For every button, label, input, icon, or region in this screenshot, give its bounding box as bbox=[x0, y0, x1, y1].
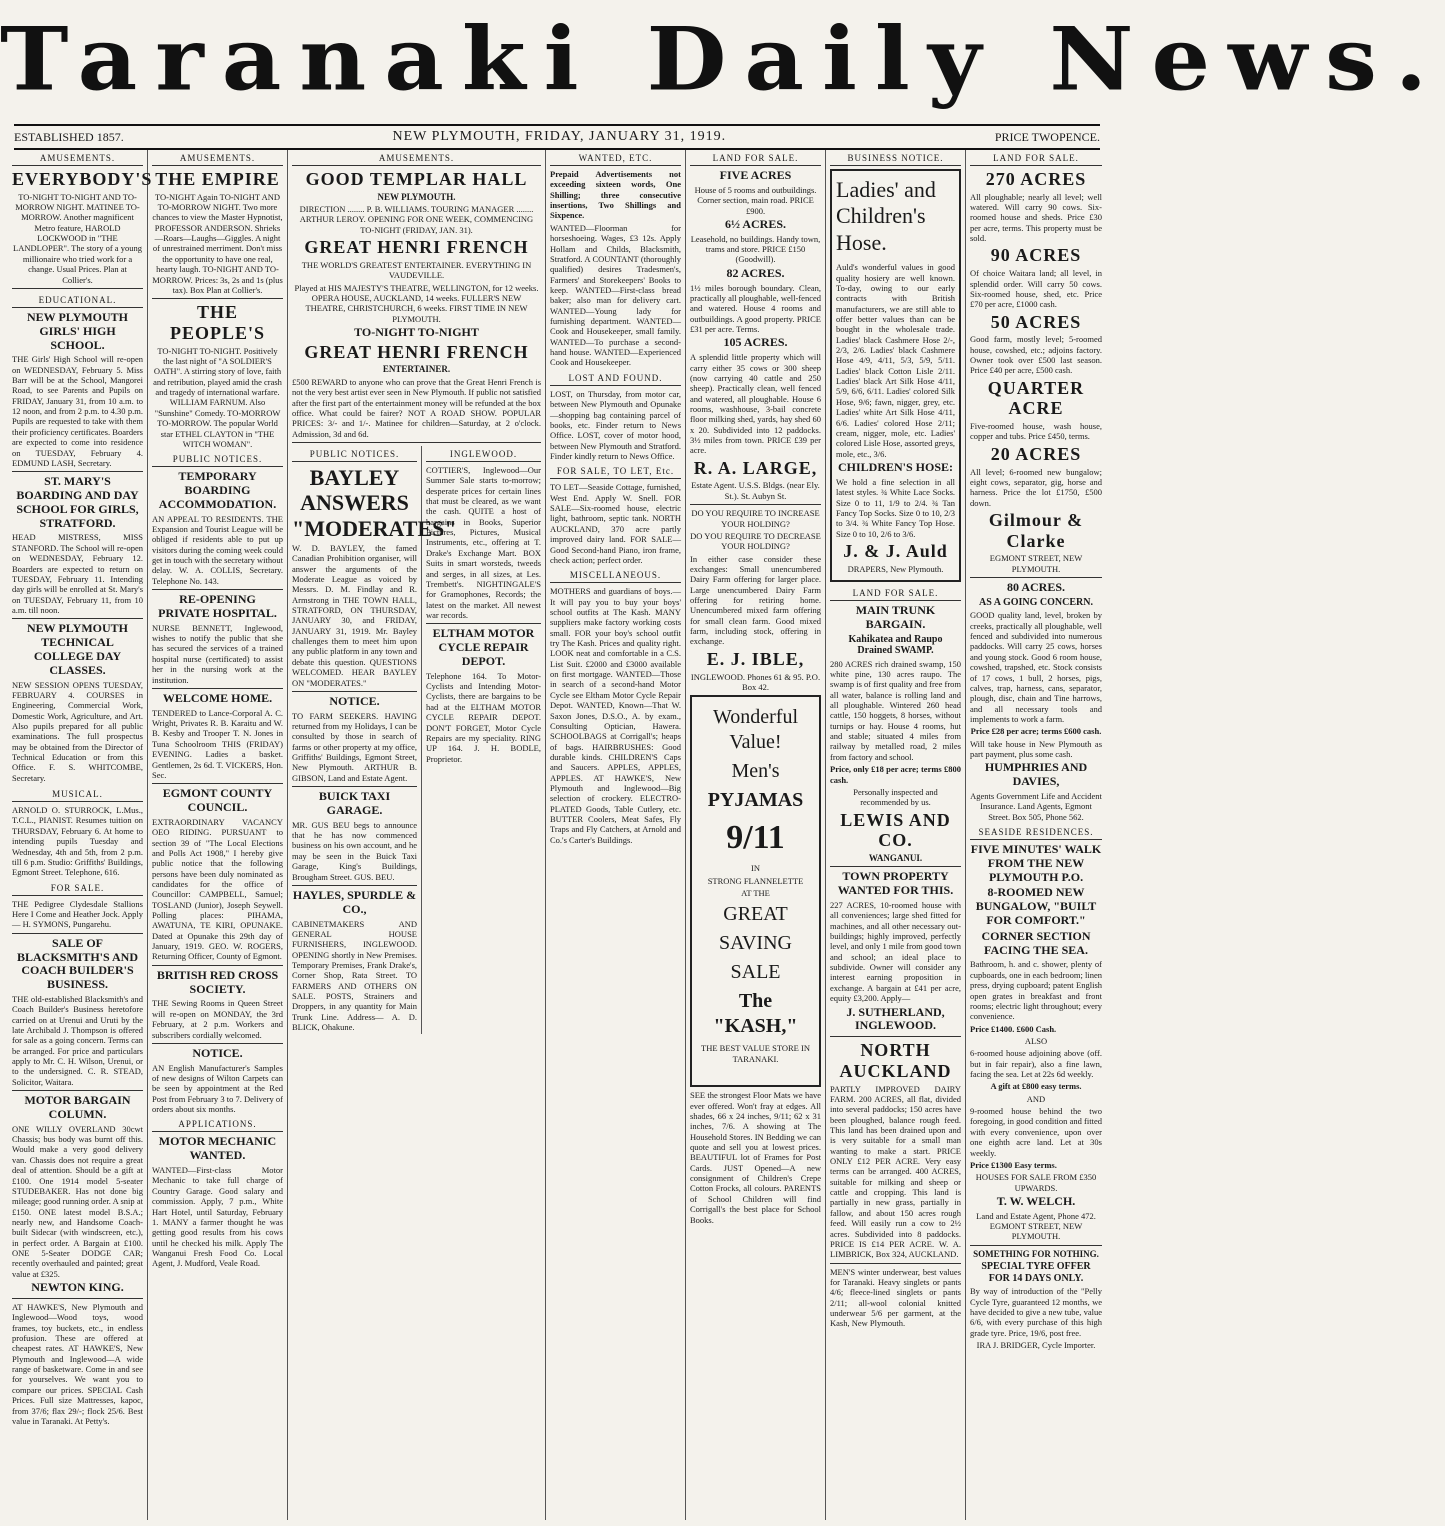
five-title: FIVE ACRES bbox=[719, 168, 792, 182]
everybodys-ad bbox=[12, 169, 153, 285]
eighty2-title: 82 ACRES. bbox=[726, 265, 785, 280]
kash-name: The "KASH," bbox=[713, 990, 798, 1038]
a90-title: 90 ACRES bbox=[990, 245, 1082, 266]
north-body: PARTLY IMPROVED DAIRY FARM. 200 ACRES, all flat, divided into several paddocks; 150 acres have been ploughed, balance rough feed. This land has been drained upon and is very suitable for a small man wanting to make a start. PRICE ONLY £12 PER ACRE. Very easy terms can be arranged. 400 ACRES, suitable for milking and sheep or cattle and cropping. This land is partially in new grass, partially in fallow, and about 150 acres rough feed. Will easily run a cow to 2½ acres. Subdivided into 8 paddocks. PRICE IS £14 PER ACRE. W. A. LIMBRICK, Box 324, AUCKLAND. bbox=[830, 1083, 961, 1260]
and-line: AND bbox=[1026, 1093, 1046, 1104]
ad-title: EVERYBODY'S bbox=[12, 169, 153, 189]
something-line: SOMETHING FOR NOTHING. bbox=[973, 1248, 1099, 1259]
motor-body: ONE WILLY OVERLAND 30cwt Chassis; bus body was burnt off this. Would make a very good delivery van. Chassis does not require a great deal of attention. Should be a gift at £100. One 1914 model 5-seater STUDEBAKER. Has not done big mileage; good running order. A snip at £150. ONE latest model B.S.A.; nearly new, and Handsome Coach-built Sidecar (with windscreen, etc.), in perfect order. A Bargain at £100. ONE 5-Seater DODGE CAR; recently overhauled and painted; great value at £325. bbox=[12, 1123, 143, 1279]
bungalow-body: Bathroom, h. and c. shower, plenty of cupboards, one in each bedroom; linen press, drying cupboard; patent English open grates in breakfast and front rooms; electric light throughout; every convenience. bbox=[970, 959, 1102, 1022]
a80-more: Will take house in New Plymouth as part payment, plus some cash. bbox=[970, 738, 1102, 760]
page-columns bbox=[8, 150, 1106, 1520]
sutherland-line: J. SUTHERLAND, INGLEWOOD. bbox=[846, 1004, 945, 1033]
kash-sub: THE BEST VALUE STORE IN TARANAKI. bbox=[701, 1043, 810, 1064]
humphries-title: HUMPHRIES AND DAVIES, bbox=[984, 760, 1088, 789]
price-note: PRICE TWOPENCE. bbox=[994, 129, 1100, 144]
gift-line: A gift at £800 easy terms. bbox=[990, 1081, 1082, 1092]
houses-line: HOUSES FOR SALE FROM £350 UPWARDS. bbox=[975, 1172, 1097, 1193]
peoples-body: TO-NIGHT TO-NIGHT. Positively the last night of "A SOLDIER'S OATH". A stirring story of love, faith and retribution, played amid the crash and tragedy of international warfare. WILLIAM FARNUM. Also "Sunshine" Comedy. TO-MORROW TO-MORROW. The popular World star ETHEL CLAYTON in "THE WITCH WOMAN". bbox=[153, 345, 282, 449]
five-body: House of 5 rooms and outbuildings. Corner section, main road. PRICE £900. bbox=[694, 184, 817, 216]
established-note: ESTABLISHED 1857. bbox=[14, 129, 124, 144]
in-line: IN bbox=[751, 863, 760, 874]
quarter-title: QUARTER ACRE bbox=[987, 377, 1085, 419]
french-body-2: £500 REWARD to anyone who can prove that the Great Henri French is not the very best artist ever seen in New Plymouth. If public not satisfied after the first part of the entertainment money will be refunded at the box office. What could be fairer? NOT A ROAD SHOW. POPULAR PRICES: 3/- and 1/-. Matinee for children—Saturday, at 2 o'clock. Admission, 3d and 6d. bbox=[292, 376, 541, 439]
column-header: LAND FOR SALE. bbox=[970, 150, 1102, 166]
saving-line: SAVING bbox=[719, 932, 792, 955]
section-header: FOR SALE. bbox=[12, 880, 143, 896]
bayley-body: W. D. BAYLEY, the famed Canadian Prohibition organiser, will answer the arguments of the Moderate League as voiced by Messrs. D. M. Findlay and R. Armstrong in THE TOWN HALL, STRATFORD, ON THURSDAY, JANUARY 30, and FRIDAY, JANUARY 31, 1919. Mr. Bayley challenges them to meet him upon any public platform in any town and debate this question. QUESTIONS WELCOMED. HEAR BAYLEY ON "MODERATES." bbox=[292, 542, 417, 688]
hose-ad bbox=[830, 169, 961, 582]
notice2-body: TO FARM SEEKERS. HAVING returned from my Holidays, I can be consulted by those in search of farms or other property at my office, Griffiths' Buildings, Egmont Street, New Plymouth. ARTHUR B. GIBSON, Land and Estate Agent. bbox=[292, 710, 417, 783]
taxi-title: BUICK TAXI GARAGE. bbox=[318, 789, 391, 817]
exchange-body: In either case consider these exchanges: Small unencumbered Dairy Farm offering for larger place. Large unencumbered Dairy Farm offering for retiring home. Unencumbered mixed farm offering for small clean farm. Good mixed farm, including stock, offering in exchange. bbox=[690, 553, 821, 647]
county-body: EXTRAORDINARY VACANCY OEO RIDING. PURSUANT to section 39 of "The Local Elections and Polls Act 1908," I hereby give public notice that the following persons have been duly nominated as candidates for the office of Councillor: CAMPBELL, Samuel; TOSLAND (Junior), Joseph Seywell. Polling places: PIHAMA, AWATUNA, TE KIRI, OPUNAKE. Dated at Opunake this 29th day of January, 1919. GEO. W. ROGERS, Returning Officer, County of Egmont. bbox=[152, 816, 283, 962]
column-header: LAND FOR SALE. bbox=[690, 150, 821, 166]
entertainer-label: ENTERTAINER. bbox=[382, 364, 451, 375]
a270-title: 270 ACRES bbox=[985, 169, 1087, 189]
redcross-title: BRITISH RED CROSS SOCIETY. bbox=[156, 967, 279, 996]
wonderful-line: Wonderful Value! bbox=[712, 706, 799, 754]
corner-line: CORNER SECTION FACING THE SEA. bbox=[981, 928, 1091, 957]
hospital-body: NURSE BENNETT, Inglewood, wishes to notify the public that she has secured the services of a trained hospital nurse (certificated) to assist her in the nursing work at the institution. bbox=[152, 622, 283, 685]
column-header: AMUSEMENTS. bbox=[152, 150, 283, 166]
column-1 bbox=[8, 150, 153, 1520]
notice-body: NEW SESSION OPENS TUESDAY, FEBRUARY 4. COURSES in Engineering, Commercial Work, Domestic Work, Agriculture, and Art. Also pupils prepared for all public examinations. The full prospectus may be obtained from the Director of Technical Education or from this Office. F. S. WHITCOMBE, Secretary. bbox=[12, 679, 143, 783]
hall-body: DIRECTION ........ P. B. WILLIAMS. TOURING MANAGER ........ ARTHUR LEROY. OPENING FOR ONE WEEK, COMMENCING TO-NIGHT (FRIDAY, JAN. 31). bbox=[299, 204, 534, 235]
large-title: R. A. LARGE, bbox=[693, 457, 818, 478]
column-6 bbox=[826, 150, 966, 1520]
pyjamas-line: PYJAMAS bbox=[707, 789, 804, 812]
temp-title: TEMPORARY BOARDING ACCOMMODATION. bbox=[158, 469, 277, 511]
trunk-body: 280 ACRES rich drained swamp, 150 white pine, 130 acres raupo. The swamp is of first quality and free from all water, balance is rolling land and all ploughable. Wintered 260 head cattle, 150 hoggets, 8 horses, without turnips or hay. House 4 rooms, hut and stable; situated 4 miles from railway by metalled road, 2 miles from factory and school. bbox=[830, 658, 962, 762]
hall-title: GOOD TEMPLAR HALL bbox=[305, 169, 528, 189]
trunk-price: Price, only £18 per acre; terms £800 cash. bbox=[830, 764, 961, 785]
prepaid-note: Prepaid Advertisements not exceeding sixteen words, One Shilling; three consecutive insertions, Two Shillings and Sixpence. bbox=[550, 169, 681, 221]
mens-line: Men's bbox=[731, 760, 780, 783]
town-title: TOWN PROPERTY WANTED FOR THIS. bbox=[837, 869, 954, 898]
hundred5-title: 105 ACRES. bbox=[723, 335, 788, 350]
eltham-body: Telephone 164. To Motor-Cyclists and Intending Motor-Cyclists, there are bargains to be had at the ELTHAM MOTOR CYCLE REPAIR DEPOT. DON'T FORGET, Motor Cycle Repairs are my speciality. RING UP 164. J. H. BODLE, Proprietor. bbox=[426, 670, 541, 764]
mech-title: MOTOR MECHANIC WANTED. bbox=[158, 1134, 277, 1163]
musical-body: ARNOLD O. STURROCK, L.Mus., T.C.L., PIANIST. Resumes tuition on THURSDAY, February 6. At home to intending pupils Tuesday and Wednesday, 4th and 5th, from 2 p.m. till 6 p.m. Studio: Griffiths' Buildings, Egmont Street. Telephone, 616. bbox=[12, 805, 143, 878]
mech-body: WANTED—First-class Motor Mechanic to take full charge of Country Garage. Good salary and commission. Apply, 7 p.m., White Hart Hotel, until Saturday, February 1. MANY a farmer thought he was getting good results from his cows until he checked his milk. Apply The Wanganui Fresh Food Co. Local Agent, J. Mudford, Veale Road. bbox=[152, 1165, 283, 1269]
col3-right bbox=[422, 446, 541, 1035]
gilmour-title: Gilmour & Clarke bbox=[988, 509, 1084, 551]
tonight-line: TO-NIGHT TO-NIGHT bbox=[354, 324, 479, 339]
empire-body: TO-NIGHT Again TO-NIGHT AND TO-MORROW NIGHT. Two more chances to view the Master Hypnotist, PROFESSOR ANDERSON. Shrieks—Roars—Laughs—Giggles. A night of unrestrained merriment. Don't miss the opportunity to have one real, hearty laugh. TO-NIGHT AND TO-MORROW. Prices: 3s, 2s and 1s (plus tax). Box Plan at Collier's. bbox=[152, 191, 283, 295]
humphries-body: Agents Government Life and Accident Insurance. Land Agents, Egmont Street. Box 505, Phone 562. bbox=[970, 790, 1102, 822]
column-7 bbox=[966, 150, 1106, 1520]
col3-left bbox=[292, 446, 457, 1035]
floor-body: SEE the strongest Floor Mats we have ever offered. Won't fray at edges. All shades, 66 x 24 inches, 9/11; 62 x 31 inches, 7/6. A showing at The Household Stores. IN Bedding we can quote and sell you at lowest prices. BEAUTIFUL lot of Frames for Post Cards. JUST Opened—A new consignment of Children's Crepe Cotton Frocks, all colours. PARENTS of School Children will find Corrigall's the best place for School Books. bbox=[690, 1090, 821, 1225]
french-title: GREAT HENRI FRENCH bbox=[304, 237, 529, 258]
tech-notice bbox=[12, 622, 143, 783]
going-line: AS A GOING CONCERN. bbox=[979, 596, 1093, 608]
also-body: 6-roomed house adjoining above (off. but in fair repair), also a fine lawn, facing the sea. Let at 22s 6d weekly. bbox=[970, 1048, 1102, 1080]
column-2 bbox=[148, 150, 288, 1520]
newton-head: NEWTON KING. bbox=[31, 1280, 124, 1295]
nine-body: 9-roomed house behind the two foregoing, in good condition and fitted with every convenience, upon over one eighth acre land. Let at 30s weekly. bbox=[970, 1106, 1102, 1158]
kahikatea-line: Kahikatea and Raupo Drained SWAMP. bbox=[848, 633, 943, 657]
notice-body: AN English Manufacturer's Samples of new designs of Wilton Carpets can be seen by appointment at the Red Post from February 3 to 7. Delivery of orders about six months. bbox=[152, 1062, 283, 1115]
notice-title: NOTICE. bbox=[192, 1045, 243, 1060]
misc-body: MOTHERS and guardians of boys.—It will pay you to buy your boys' school outfits at The Kash. MANY suppliers make factory working costs small. FOR your boy's school outfit try The Kash. Prices and quality right. LOOK neat and comfortable in a C.S. List Suit. £2000 and £3000 available on first mortgage. WANTED—Those in search of a second-hand Motor Cycle see Eltham Motor Cycle Repair Depot. WANTED, Known—That W. Saxon Jones, D.S.O., A. by exam., Consulting Optician, Hawera. SCHOOLBAGS at Corrigall's; heaps of bags. HAIRBRUSHES: Good durable kinds. CHILDREN'S Caps and Saucers. APPLES, APPLES, APPLES. AT HAWKE'S, New Plymouth and Inglewood—Big selection of crockery. ELECTRO-PLATED Goods, Table Cutlery, etc. BUTTER Coolers, Meat Safes, Fly Traps and Fly Catchers, at Arnold and Co.'s Carter's Buildings. bbox=[550, 586, 681, 845]
hose-body: Auld's wonderful values in good quality hosiery are well known. To-day, owing to our early contracts with British manufacturers, we are still able to offer better values than can be bought in the wholesale trade. Ladies' black Cashmere Hose 2/-, 2/3, 2/6. Ladies' black Cashmere Hose 4/9, 4/11, 5/3, 5/9, 5/11. Ladies' black Cotton Lisle 2/11. Ladies' black Art Silk Hose 4/11, 5/9, 6/6, 6/11. Ladies' colored Silk Hose, 9/6; fawn, nigger, grey, etc. Ladies' white Art Silk Hose 4/11, 6/6. Ladies' colored Hose 2/11; cream, nigger, mole, etc. Ladies' colored Lisle Hose, assorted greys, mole, etc., 3/6. bbox=[836, 262, 955, 459]
french-sub: THE WORLD'S GREATEST ENTERTAINER. EVERYTHING IN VAUDEVILLE. bbox=[301, 259, 532, 281]
lost-body: LOST, on Thursday, from motor car, between New Plymouth and Opunake—shopping bag containing parcel of books, etc. Finder return to News Office. LOST, cover of motor hood, between New Plymouth and Stratford. Finder kindly return to News Office. bbox=[550, 388, 681, 461]
hayles-body: CABINETMAKERS AND GENERAL HOUSE FURNISHERS, INGLEWOOD. OPENING shortly in New Premises. Temporary Premises, Frank Drake's, Corner Shop, Rata Street. TO FARMERS AND OTHERS ON SALE. POSTS, Strainers and Droppers, in any quantity for Main Trunk Line. Address— A. D. BLICK, Ohakune. bbox=[292, 918, 417, 1033]
lewis-body: Personally inspected and recommended by us. bbox=[853, 786, 938, 808]
temp-body: AN APPEAL TO RESIDENTS. THE Expansion and Tourist League will be obliged if residents able to put up visitors during the coming week could get in touch with the secretary without delay. W. A. COLLIS, Secretary. Telephone No. 143. bbox=[152, 513, 283, 586]
col3-split bbox=[292, 446, 541, 1035]
a50-body: Good farm, mostly level; 5-roomed house, cowshed, etc.; adjoins factory. Owner took over £500 last season. Price £40 per acre, £500 cash. bbox=[970, 334, 1102, 376]
county-title: EGMONT COUNTY COUNCIL. bbox=[162, 786, 273, 815]
blacksmith-body: THE old-established Blacksmith's and Coach Builder's Business heretofore carried on at Urenui and Uruti by the late Archibald J. Thompson is offered for sale as a going concern. Terms can be arranged. For price and particulars apply to Mr. C. H. Wilson, Urenui, or to the undersigned. C. R. STEAD, Solicitor, Waitara. bbox=[12, 993, 143, 1087]
auld-title: J. & J. Auld bbox=[843, 540, 948, 561]
notice-body: THE Girls' High School will re-open on WEDNESDAY, February 5. Miss Barr will be at the School, Mangorei Road, to see Parents and Pupils on FRIDAY, January 31, from 10 a.m. to 12 noon, and from 2 p.m. to 4.30 p.m. Pupils are requested to take with them their proficiency certificates. Boarders are expected to come into residence on TUESDAY, February 4. EDMUND LASH, Secretary. bbox=[12, 354, 143, 468]
six-body: Leasehold, no buildings. Handy town, trams and store. PRICE £150 (Goodwill). bbox=[690, 233, 821, 265]
eltham-title: ELTHAM MOTOR CYCLE REPAIR DEPOT. bbox=[432, 626, 535, 668]
a50-title: 50 ACRES bbox=[990, 311, 1082, 332]
at-the-line: AT THE bbox=[741, 887, 770, 898]
hose-title: Ladies' and Children's Hose. bbox=[836, 177, 936, 255]
redcross-body: THE Sewing Rooms in Queen Street will re-open on MONDAY, the 3rd February, at 2 p.m. Workers and subscribers cordially welcomed. bbox=[152, 998, 283, 1040]
tyre-body: By way of introduction of the "Pelly Cycle Tyre, guaranteed 12 months, we have decided to give a new tube, value 6/6, with every purchase of this high grade tyre. Price, 19/6, post free. bbox=[970, 1286, 1102, 1338]
bungalow-line: 8-ROOMED NEW BUNGALOW, "BUILT FOR COMFORT." bbox=[975, 885, 1097, 928]
ible-body: INGLEWOOD. Phones 61 & 95. P.O. Box 42. bbox=[690, 671, 821, 692]
place-date: NEW PLYMOUTH, FRIDAY, JANUARY 31, 1919. bbox=[392, 129, 727, 144]
section-header: PUBLIC NOTICES. bbox=[152, 451, 283, 467]
column-3 bbox=[288, 150, 546, 1520]
tyre-line: SPECIAL TYRE OFFER FOR 14 DAYS ONLY. bbox=[981, 1261, 1091, 1284]
section-header: APPLICATIONS. bbox=[152, 1116, 283, 1132]
decrease-line: DO YOU REQUIRE TO DECREASE YOUR HOLDING? bbox=[690, 530, 821, 552]
french-title-2: GREAT HENRI FRENCH bbox=[304, 341, 529, 362]
forsale-body: TO LET—Seaside Cottage, furnished, West End. Apply W. Snell. FOR SALE—Six-roomed house, electric light, bathroom, septic tank. NORTH AUCKLAND, 370 acre partly improved dairy land. FOR SALE—Good Second-hand Piano, iron frame, check action; perfect order. bbox=[550, 482, 681, 565]
large-body: Estate Agent. U.S.S. Bldgs. (near Ely. St.). St. Aubyn St. bbox=[691, 480, 820, 501]
notice-title: NEW PLYMOUTH GIRLS' HIGH SCHOOL. bbox=[26, 309, 128, 352]
a20-body: All level; 6-roomed new bungalow; eight cows, separator, gig, horse and harness. Price the lot £1750, £500 down. bbox=[970, 466, 1102, 508]
town-body: 227 ACRES, 10-roomed house with all conveniences; large shed fitted for machines, and all other necessary out-buildings; highly improved, perfectly level, and only 1 mile from good town and school; an ideal place to subdivide. Owner will consider any interest earning proposition in exchange. A bargain at £41 per acre, equity £3,200. Apply— bbox=[830, 899, 961, 1004]
welch-title: T. W. WELCH. bbox=[996, 1193, 1076, 1208]
section-header: PUBLIC NOTICES. bbox=[292, 446, 417, 462]
empire-title: THE EMPIRE bbox=[155, 169, 280, 189]
north-title: NORTH AUCKLAND bbox=[839, 1040, 952, 1081]
column-header: BUSINESS NOTICE. bbox=[830, 150, 961, 166]
blacksmith-title: SALE OF BLACKSMITH'S AND COACH BUILDER'S BUSINESS. bbox=[16, 935, 139, 992]
five-min-line: FIVE MINUTES' WALK FROM THE NEW PLYMOUTH P.O. bbox=[970, 842, 1102, 884]
inglewood-body: COTTIER'S, Inglewood—Our Summer Sale starts to-morrow; desperate prices for certain lines that must be cleared, as we want the cash. QUITE a host of bargains in Books, Superior Pictures, Pictures, Musical Instruments, etc., offering at T. Drake's Exchange Mart. BOX Suits in smart worsteds, tweeds and serges, in all sizes, at Les. Trembett's. NIGHTINGALE'S for Gramophones, Records; the latest on the market. All newest war records. bbox=[426, 464, 541, 620]
a270-body: All ploughable; nearly all level; well watered. Will carry 90 cows. Six-roomed house and sheds. Price £30 per acre, terms. This property must be sold. bbox=[970, 191, 1102, 244]
notice-body: HEAD MISTRESS, MISS STANFORD. The School will re-open on WEDNESDAY, February 12. Boarders are expected to return on TUESDAY, February 11. Intending day girls will be enrolled at St. Mary's on TUESDAY, February 11, from 10 a.m. till noon. bbox=[12, 532, 143, 615]
section-header: MUSICAL. bbox=[12, 786, 143, 802]
dateline bbox=[14, 124, 1100, 150]
pyjamas-ad bbox=[690, 695, 821, 1087]
quarter-body: Five-roomed house, wash house, copper and tubs. Price £450, terms. bbox=[970, 421, 1102, 442]
sale-line: SALE bbox=[730, 961, 781, 984]
great-line: GREAT bbox=[723, 903, 788, 926]
increase-line: DO YOU REQUIRE TO INCREASE YOUR HOLDING? bbox=[691, 508, 820, 529]
section-header: LOST AND FOUND. bbox=[550, 370, 681, 386]
pyjamas-price: 9/11 bbox=[726, 819, 785, 857]
bridger-line: IRA J. BRIDGER, Cycle Importer. bbox=[976, 1339, 1096, 1350]
mens-body: MEN'S winter underwear, best values for Taranaki. Heavy singlets or pants 4/6; fleece-lined singlets or pants 2/11; all-wool colonial knitted underwear 5/6 per garment, at the Kash, New Plymouth. bbox=[830, 1266, 961, 1329]
peoples-title: THE PEOPLE'S bbox=[169, 302, 266, 343]
stmarys-notice bbox=[12, 475, 143, 615]
column-header: WANTED, ETC. bbox=[550, 150, 681, 166]
childrens-title: CHILDREN'S HOSE: bbox=[837, 460, 954, 474]
hawkes-body: AT HAWKE'S, New Plymouth and Inglewood—Wood toys, wood frames, toy buckets, etc., in endless profusion. These are offered at cheapest rates. AT HAWKE'S, New Plymouth and Inglewood—A wide range of basketware. Come in and see for yourselves. We want you to compare our prices. SPECIAL Cash Prices. Full size Mattresses, kapoc, from 37/6; flax 29/-; flock 25/6. Best value in Taranaki. At Petty's. bbox=[12, 1301, 143, 1426]
welcome-title: WELCOME HOME. bbox=[162, 690, 273, 705]
wanted-body: WANTED—Floorman for horseshoeing. Wages, £3 12s. Apply Hollam and Childs, Blacksmith, Stratford. A COUNTANT (thoroughly qualified) desires Tradesmen's, Farmers' and Storekeepers' Books to keep. WANTED—First-class bread baker; also man for delivery cart. WANTED—Young lady for furnishing department. WANTED—Cook and Housekeeper, small family. WANTED—To purchase a second-hand house. WANTED—Experienced Cook and Housekeeper. bbox=[550, 222, 681, 368]
section-header: FOR SALE, TO LET, Etc. bbox=[550, 463, 681, 479]
forsale-body: THE Pedigree Clydesdale Stallions Here I Come and Heather Jock. Apply— H. SYMONS, Pungarehu. bbox=[12, 898, 143, 930]
hospital-title: RE-OPENING PRIVATE HOSPITAL. bbox=[158, 592, 277, 620]
a80-price: Price £28 per acre; terms £600 cash. bbox=[970, 726, 1102, 737]
masthead bbox=[0, 0, 1445, 118]
section-header: MISCELLANEOUS. bbox=[550, 567, 681, 583]
ible-title: E. J. IBLE, bbox=[706, 648, 805, 669]
trunk-title: MAIN TRUNK BARGAIN. bbox=[855, 603, 936, 631]
a90-body: Of choice Waitara land; all level, in splendid order. Will carry 50 cows. Six-roomed house, shed, etc. Price £70 per acre, £1000 cash. bbox=[970, 268, 1102, 310]
french-body: Played at HIS MAJESTY'S THEATRE, WELLINGTON, for 12 weeks. OPERA HOUSE, AUCKLAND, 14 weeks. FULLER'S NEW THEATRE, CHRISTCHURCH, 6 weeks. FIRST TIME IN NEW PLYMOUTH. bbox=[294, 282, 539, 324]
taxi-body: MR. GUS BEU begs to announce that he has now commenced business on his own account, and he may be seen in the Buick Taxi Garage, King's Buildings, Brougham Street. GUS. BEU. bbox=[292, 819, 417, 882]
notice-title: NEW PLYMOUTH TECHNICAL COLLEGE DAY CLASSES. bbox=[26, 621, 128, 677]
nine-price: Price £1300 Easy terms. bbox=[970, 1159, 1057, 1170]
column-4 bbox=[546, 150, 686, 1520]
hayles-title: HAYLES, SPURDLE & CO., bbox=[292, 887, 417, 916]
column-header: AMUSEMENTS. bbox=[292, 150, 541, 166]
lewis-title: LEWIS AND CO. bbox=[840, 809, 951, 851]
a80-body: GOOD quality land, level, broken by creeks, practically all ploughable, well fenced and subdivided into numerous paddocks. Will carry 25 cows, horses and young stock. Good 6 room house, cowshed, trapshed, etc. Stock consists of 17 cows, 1 bull, 2 horses, pigs, calves, trap, harness, cans, separator, plough, disc, chain and Tine harrows, and all necessary tools and implements to work a farm. bbox=[970, 610, 1102, 724]
section-header: LAND FOR SALE. bbox=[830, 585, 961, 601]
welch-body: Land and Estate Agent, Phone 472. EGMONT STREET, NEW PLYMOUTH. bbox=[976, 1210, 1096, 1242]
bungalow-price: Price £1400. £600 Cash. bbox=[970, 1023, 1057, 1034]
auld-body: DRAPERS, New Plymouth. bbox=[847, 563, 944, 574]
notice2-title: NOTICE. bbox=[329, 693, 380, 708]
newspaper-title: Taranaki Daily News. bbox=[0, 7, 1445, 111]
section-header: EDUCATIONAL. bbox=[12, 292, 143, 308]
ad-body: TO-NIGHT TO-NIGHT AND TO-MORROW NIGHT. MATINEE TO-MORROW. Another magnificent Metro feature, HAROLD LOCKWOOD in "THE LANDLOPER". The story of a young millionaire who tried work for a change. Usual Prices. Plan at Collier's. bbox=[13, 191, 142, 285]
column-header: AMUSEMENTS. bbox=[12, 150, 143, 166]
section-header: SEASIDE RESIDENCES. bbox=[970, 824, 1102, 840]
school-notice bbox=[12, 311, 143, 468]
bayley-title: BAYLEY ANSWERS "MODERATES" bbox=[292, 464, 457, 541]
hall-sub: NEW PLYMOUTH. bbox=[377, 191, 456, 202]
eighty2-body: 1½ miles borough boundary. Clean, practically all ploughable, well-fenced and watered. House 4 rooms and outbuildings. A good property. PRICE £31 per acre. Terms. bbox=[690, 282, 821, 334]
gilmour-body: EGMONT STREET, NEW PLYMOUTH. bbox=[989, 553, 1083, 574]
flannelette-line: STRONG FLANNELETTE bbox=[707, 875, 804, 886]
section-header: INGLEWOOD. bbox=[426, 446, 541, 462]
welcome-body: TENDERED to Lance-Corporal A. C. Wright, Privates R. B. Karaitu and W. B. Kesby and Trooper T. N. Jones in Tuna Schoolroom THIS (FRIDAY) EVENING. Ladies a basket. Gentlemen, 2s 6d. T. VICKERS, Hon. Sec. bbox=[152, 707, 283, 780]
hundred5-body: A splendid little property which will carry either 35 cows or 300 sheep (now carrying 40 cattle and 250 sheep). Practically clean, well fenced and watered, all ploughable. House 6 rooms, washhouse, 3-bail concrete floor milking shed, yards, hay shed 60 x 20. Subdivided into 12 paddocks. 3½ miles from town. PRICE £39 per acre. bbox=[690, 352, 821, 456]
childrens-body: We hold a fine selection in all latest styles. ¾ White Lace Socks. Size 0 to 11, 1/9 to 2/4. ¾ Tan Fancy Top Socks. Size 0 to 10, 2/3 to 3/4. ¾ White Fancy Top Hose. Size 0 to 10, 2/6 to 3/6. bbox=[836, 476, 955, 539]
column-5 bbox=[686, 150, 826, 1520]
a80-title: 80 ACRES. bbox=[1006, 580, 1065, 595]
a20-title: 20 ACRES bbox=[990, 443, 1082, 464]
six-title: 6½ ACRES. bbox=[724, 216, 786, 231]
lewis-place: WANGANUI. bbox=[868, 853, 923, 863]
notice-title: ST. MARY'S BOARDING AND DAY SCHOOL FOR GIRLS, STRATFORD. bbox=[16, 474, 139, 530]
also-line: ALSO bbox=[1024, 1035, 1048, 1046]
motor-head: MOTOR BARGAIN COLUMN. bbox=[24, 1093, 131, 1121]
